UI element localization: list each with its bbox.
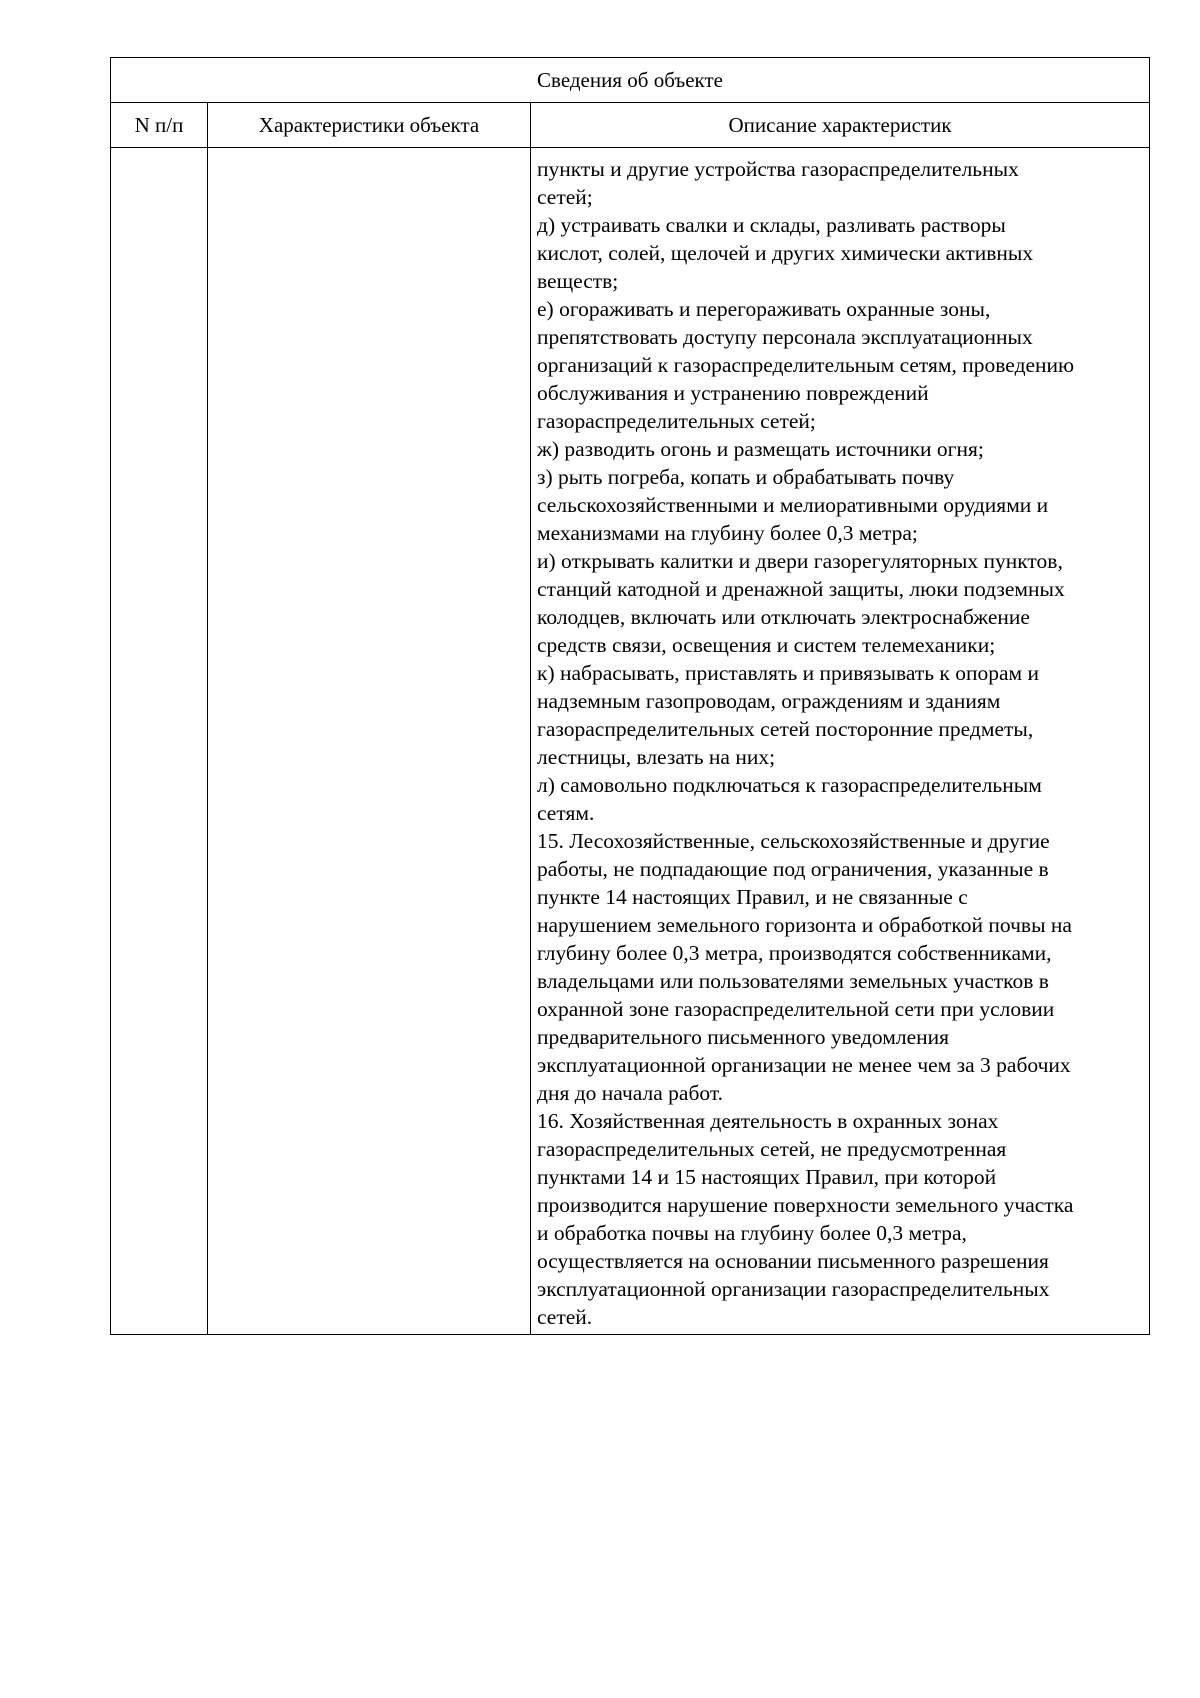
description-line: эксплуатационной организации газораспределительных [537, 1277, 1050, 1301]
description-line: средств связи, освещения и систем телемеханики; [537, 633, 996, 657]
description-line: пункты и другие устройства газораспределительных [537, 157, 1019, 181]
description-line: веществ; [537, 269, 619, 293]
description-line: 15. Лесохозяйственные, сельскохозяйственные и другие [537, 829, 1050, 853]
description-line: предварительного письменного уведомления [537, 1025, 950, 1049]
description-line: производится нарушение поверхности земельного участка [537, 1193, 1074, 1217]
description-line: сетей. [537, 1305, 593, 1329]
description-line: сетям. [537, 801, 595, 825]
description-line: препятствовать доступу персонала эксплуатационных [537, 325, 1033, 349]
cell-number [111, 148, 208, 1335]
description-line: д) устраивать свалки и склады, разливать растворы [537, 213, 1006, 237]
description-line: работы, не подпадающие под ограничения, указанные в [537, 857, 1049, 881]
table-title-row [111, 58, 1150, 103]
description-line: дня до начала работ. [537, 1081, 724, 1105]
description-line: лестницы, влезать на них; [537, 745, 776, 769]
table-title: Сведения об объекте [111, 58, 1150, 103]
description-line: надземным газопроводам, ограждениям и зданиям [537, 689, 1001, 713]
description-line: владельцами или пользователями земельных участков в [537, 969, 1049, 993]
description-line: глубину более 0,3 метра, производятся собственниками, [537, 941, 1052, 965]
description-line: нарушением земельного горизонта и обработкой почвы на [537, 913, 1072, 937]
description-line: л) самовольно подключаться к газораспределительным [537, 773, 1042, 797]
description-line: обслуживания и устранению повреждений [537, 381, 929, 405]
description-line: 16. Хозяйственная деятельность в охранных зонах [537, 1109, 999, 1133]
description-line: колодцев, включать или отключать электроснабжение [537, 605, 1030, 629]
cell-characteristics [208, 148, 531, 1335]
table-header-row [111, 103, 1150, 148]
description-line: пунктами 14 и 15 настоящих Правил, при которой [537, 1165, 997, 1189]
description-line: пункте 14 настоящих Правил, и не связанные с [537, 885, 968, 909]
description-line: кислот, солей, щелочей и других химически активных [537, 241, 1034, 265]
description-line: и обработка почвы на глубину более 0,3 метра, [537, 1221, 967, 1245]
description-line: ж) разводить огонь и размещать источники огня; [537, 437, 984, 461]
description-line: газораспределительных сетей посторонние предметы, [537, 717, 1034, 741]
header-number: N п/п [111, 103, 208, 148]
description-line: з) рыть погреба, копать и обрабатывать почву [537, 465, 955, 489]
table-row [111, 148, 1150, 1335]
description-line: эксплуатационной организации не менее чем за 3 рабочих [537, 1053, 1071, 1077]
description-line: газораспределительных сетей, не предусмотренная [537, 1137, 1007, 1161]
description-line: механизмами на глубину более 0,3 метра; [537, 521, 918, 545]
description-line: газораспределительных сетей; [537, 409, 816, 433]
description-line: организаций к газораспределительным сетям, проведению [537, 353, 1075, 377]
header-description: Описание характеристик [531, 103, 1150, 148]
object-info-table [110, 57, 1150, 1335]
description-line: охранной зоне газораспределительной сети при условии [537, 997, 1055, 1021]
header-characteristics: Характеристики объекта [208, 103, 531, 148]
description-text [531, 148, 1149, 1334]
cell-description [531, 148, 1150, 1335]
description-line: осуществляется на основании письменного разрешения [537, 1249, 1049, 1273]
description-line: сетей; [537, 185, 593, 209]
description-line: и) открывать калитки и двери газорегуляторных пунктов, [537, 549, 1063, 573]
description-line: е) огораживать и перегораживать охранные зоны, [537, 297, 991, 321]
description-line: к) набрасывать, приставлять и привязывать к опорам и [537, 661, 1039, 685]
description-line: станций катодной и дренажной защиты, люки подземных [537, 577, 1065, 601]
description-line: сельскохозяйственными и мелиоративными орудиями и [537, 493, 1049, 517]
